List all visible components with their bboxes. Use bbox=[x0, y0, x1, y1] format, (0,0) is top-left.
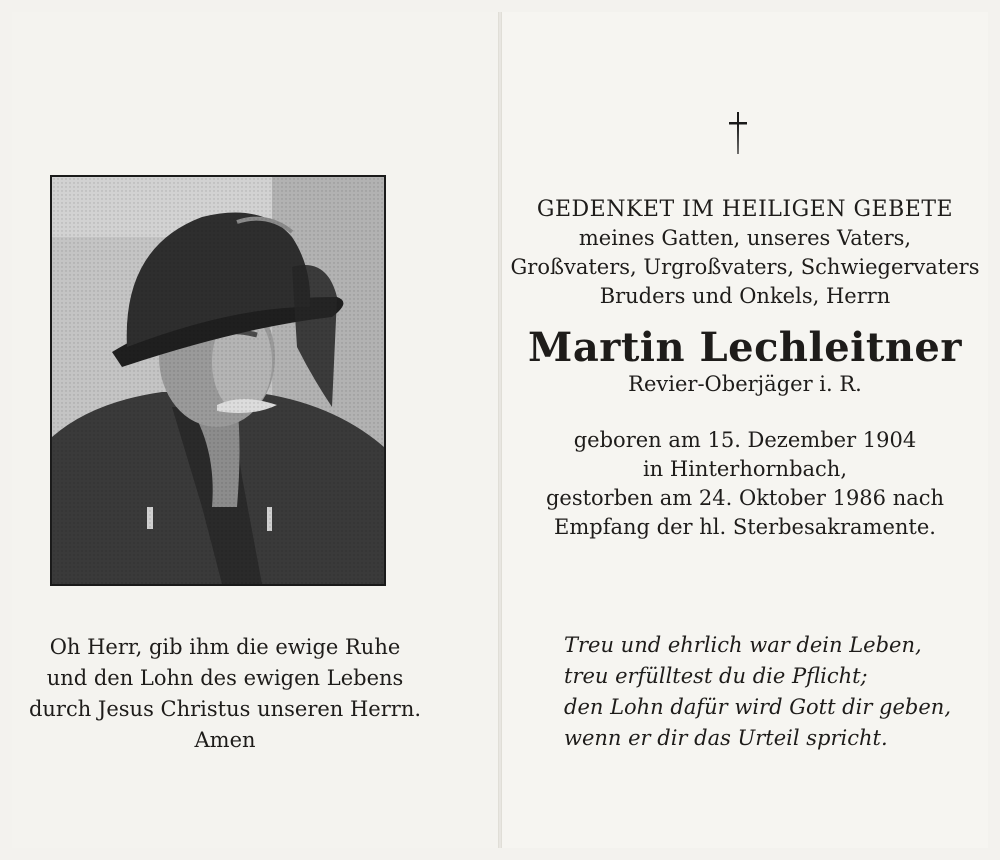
bio-line: geboren am 15. Dezember 1904 bbox=[573, 428, 917, 452]
relation-line: meines Gatten, unseres Vaters, bbox=[578, 226, 912, 250]
deceased-title: Revier-Oberjäger i. R. bbox=[628, 372, 862, 396]
deceased-name: Martin Lechleitner bbox=[528, 324, 962, 371]
prayer-text bbox=[20, 632, 430, 756]
verse-line: den Lohn dafür wird Gott dir geben, bbox=[564, 695, 951, 719]
memorial-verse bbox=[564, 630, 984, 754]
life-dates bbox=[502, 426, 988, 542]
prayer-line: und den Lohn des ewigen Lebens bbox=[46, 666, 404, 690]
bio-line: Empfang der hl. Sterbesakramente. bbox=[554, 515, 936, 539]
portrait-photo bbox=[50, 175, 386, 586]
verse-line: wenn er dir das Urteil spricht. bbox=[564, 726, 888, 750]
prayer-line: Amen bbox=[194, 728, 256, 752]
prayer-line: durch Jesus Christus unseren Herrn. bbox=[28, 697, 422, 721]
bio-line: in Hinterhornbach, bbox=[642, 457, 848, 481]
cross-icon bbox=[726, 110, 750, 156]
verse-line: treu erfülltest du die Pflicht; bbox=[564, 664, 868, 688]
prayer-line: Oh Herr, gib ihm die ewige Ruhe bbox=[49, 635, 401, 659]
headline: GEDENKET IM HEILIGEN GEBETE bbox=[536, 197, 954, 222]
relation-line: Großvaters, Urgroßvaters, Schwiegervaters bbox=[510, 255, 980, 279]
verse-line: Treu und ehrlich war dein Leben, bbox=[564, 633, 922, 657]
obituary-block bbox=[502, 196, 988, 542]
relation-line: Bruders und Onkels, Herrn bbox=[599, 284, 891, 308]
bio-line: gestorben am 24. Oktober 1986 nach bbox=[545, 486, 945, 510]
